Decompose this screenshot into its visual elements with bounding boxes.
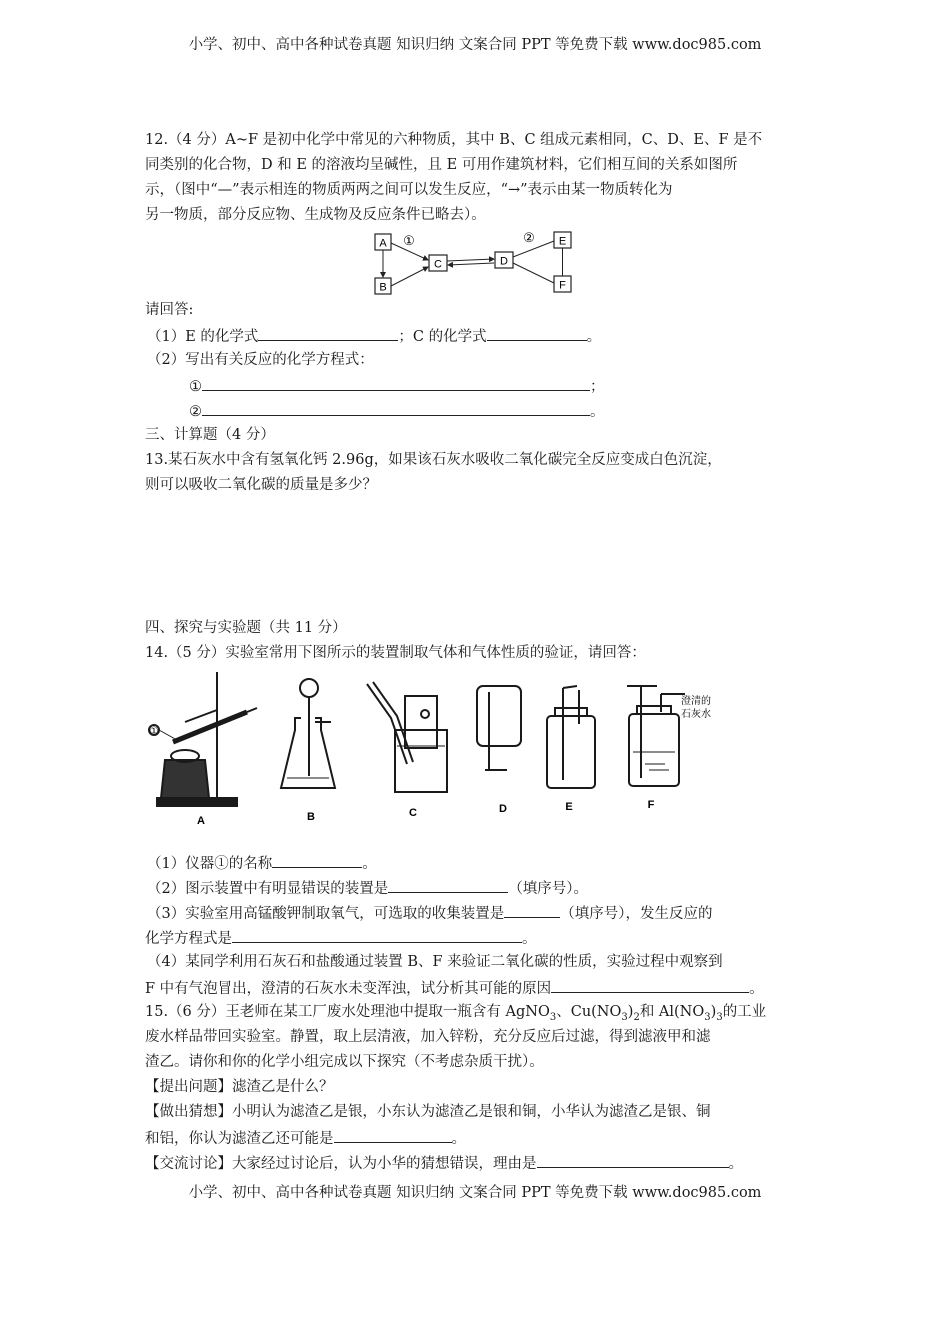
equation-mark: ② bbox=[189, 404, 202, 420]
limewater-label: 澄清的 bbox=[681, 696, 711, 707]
q12-sub2: （2）写出有关反应的化学方程式： bbox=[147, 352, 374, 368]
reaction-mark-1: ① bbox=[403, 234, 415, 249]
equation-mark: ① bbox=[189, 379, 202, 395]
apparatus-label: B bbox=[307, 811, 315, 823]
answer-blank[interactable] bbox=[537, 1150, 729, 1168]
q15-problem: 【提出问题】滤渣乙是什么？ bbox=[145, 1079, 334, 1095]
q14-sub3 bbox=[145, 900, 810, 925]
q15-text: 的工业 bbox=[722, 1004, 767, 1020]
sub-label: （2）图示装置中有明显错误的装置是 bbox=[147, 881, 389, 897]
subscript: 3 bbox=[704, 1011, 711, 1023]
answer-blank[interactable] bbox=[504, 900, 560, 918]
q15-line: 废水样品带回实验室。静置，取上层清液，加入锌粉，充分反应后过滤，得到滤液甲和滤 bbox=[145, 1029, 711, 1045]
q15-guess-cont bbox=[145, 1125, 810, 1150]
equation-line-2 bbox=[145, 398, 810, 423]
limewater-label: 石灰水 bbox=[681, 709, 711, 720]
q12-line: 12.（4 分）A~F 是初中化学中常见的六种物质，其中 B、C 组成元素相同，C、D、E、F 是不 bbox=[145, 132, 763, 148]
punct: 。 bbox=[362, 856, 377, 872]
page-header: 小学、初中、高中各种试卷真题 知识归纳 文案合同 PPT 等免费下载 www.doc985.com bbox=[188, 37, 762, 53]
q12-line: 示，（图中“—”表示相连的物质两两之间可以发生反应，“→”表示由某一物质转化为 bbox=[145, 182, 673, 198]
sub-label: （填序号），发生反应的 bbox=[560, 906, 713, 922]
node-e: E bbox=[558, 235, 567, 248]
q15-text: ) bbox=[627, 1004, 634, 1020]
q15-text: 、Cu(NO bbox=[556, 1004, 622, 1020]
node-d: D bbox=[500, 255, 508, 268]
equation-line-1 bbox=[145, 373, 810, 398]
q15-text: ) bbox=[710, 1004, 717, 1020]
q15-text: 和 Al(NO bbox=[639, 1004, 705, 1020]
q13-line: 则可以吸收二氧化碳的质量是多少？ bbox=[145, 477, 377, 493]
page-footer: 小学、初中、高中各种试卷真题 知识归纳 文案合同 PPT 等免费下载 www.doc985.com bbox=[188, 1185, 762, 1201]
q14-sub4-cont bbox=[145, 975, 810, 1000]
sub-label: F 中有气泡冒出，澄清的石灰水未变浑浊，试分析其可能的原因 bbox=[145, 981, 552, 997]
punct: 。 bbox=[590, 404, 605, 420]
section-title: 四、探究与实验题（共 11 分） bbox=[145, 620, 347, 636]
punct: 。 bbox=[749, 981, 764, 997]
punct: 。 bbox=[451, 1131, 466, 1147]
answer-blank[interactable] bbox=[487, 323, 587, 341]
node-f: F bbox=[559, 279, 566, 292]
q15-text: 15.（6 分）王老师在某工厂废水处理池中提取一瓶含有 AgNO bbox=[145, 1004, 550, 1020]
q15-line: 渣乙。请你和你的化学小组完成以下探究（不考虑杂质干扰）。 bbox=[145, 1054, 544, 1070]
subscript: 3 bbox=[621, 1011, 628, 1023]
sub-label: 化学方程式是 bbox=[145, 931, 232, 947]
sub-label: 【交流讨论】大家经过讨论后，认为小华的猜想错误，理由是 bbox=[145, 1156, 537, 1172]
sub-label: （1）仪器①的名称 bbox=[147, 856, 273, 872]
apparatus-label: E bbox=[565, 801, 573, 813]
answer-blank[interactable] bbox=[334, 1125, 452, 1143]
node-a: A bbox=[379, 237, 387, 250]
q12-sub1 bbox=[145, 323, 810, 348]
apparatus-label: F bbox=[647, 799, 655, 811]
document-body bbox=[145, 128, 810, 1175]
subscript: 3 bbox=[716, 1011, 723, 1023]
answer-space bbox=[145, 498, 810, 616]
punct: 。 bbox=[586, 329, 602, 345]
answer-blank[interactable] bbox=[551, 975, 749, 993]
sub-label: （3）实验室用高锰酸钾制取氧气，可选取的收集装置是 bbox=[147, 906, 505, 922]
punct: ； bbox=[590, 379, 605, 395]
q14-sub2 bbox=[145, 875, 810, 900]
lab-apparatus-figure bbox=[145, 670, 745, 850]
apparatus-label: D bbox=[499, 803, 507, 815]
punct: 。 bbox=[728, 1156, 743, 1172]
answer-blank[interactable] bbox=[272, 850, 362, 868]
q12-line: 另一物质，部分反应物、生成物及反应条件已略去）。 bbox=[145, 207, 486, 223]
q12-line: 同类别的化合物，D 和 E 的溶液均呈碱性，且 E 可用作建筑材料，它们相互间的关系如图所 bbox=[145, 157, 738, 173]
reaction-mark-2: ② bbox=[523, 231, 535, 246]
subscript: 2 bbox=[633, 1011, 640, 1023]
sub-label: 和铝，你认为滤渣乙还可能是 bbox=[145, 1131, 334, 1147]
instrument-marker: ① bbox=[149, 726, 159, 737]
punct: 。 bbox=[522, 931, 537, 947]
q13-line: 13.某石灰水中含有氢氧化钙 2.96g，如果该石灰水吸收二氧化碳完全反应变成白色沉淀， bbox=[145, 452, 722, 468]
sub1-label: （1）E 的化学式 bbox=[147, 329, 259, 345]
answer-prompt: 请回答: bbox=[145, 302, 194, 318]
q15-line bbox=[145, 1000, 810, 1025]
q14-sub3-cont bbox=[145, 925, 810, 950]
subscript: 3 bbox=[549, 1011, 557, 1023]
q15-guess: 【做出猜想】小明认为滤渣乙是银，小东认为滤渣乙是银和铜，小华认为滤渣乙是银、铜 bbox=[145, 1104, 711, 1120]
answer-blank[interactable] bbox=[202, 398, 590, 416]
reaction-relationship-diagram bbox=[371, 230, 591, 298]
q14-sub1 bbox=[145, 850, 810, 875]
answer-blank[interactable] bbox=[388, 875, 508, 893]
sub1-label-c: ；C 的化学式 bbox=[398, 329, 487, 345]
section-title: 三、计算题（4 分） bbox=[145, 427, 275, 443]
punct: （填序号）。 bbox=[508, 881, 588, 897]
q15-discuss bbox=[145, 1150, 810, 1175]
q14-intro: 14.（5 分）实验室常用下图所示的装置制取气体和气体性质的验证，请回答： bbox=[145, 645, 646, 661]
answer-blank[interactable] bbox=[232, 925, 522, 943]
answer-blank[interactable] bbox=[202, 373, 590, 391]
node-c: C bbox=[434, 258, 442, 271]
node-b: B bbox=[379, 281, 387, 294]
apparatus-label: C bbox=[409, 807, 417, 819]
q14-sub4: （4）某同学利用石灰石和盐酸通过装置 B、F 来验证二氧化碳的性质，实验过程中观察到 bbox=[147, 954, 723, 970]
answer-blank[interactable] bbox=[258, 323, 398, 341]
apparatus-label: A bbox=[197, 815, 205, 827]
